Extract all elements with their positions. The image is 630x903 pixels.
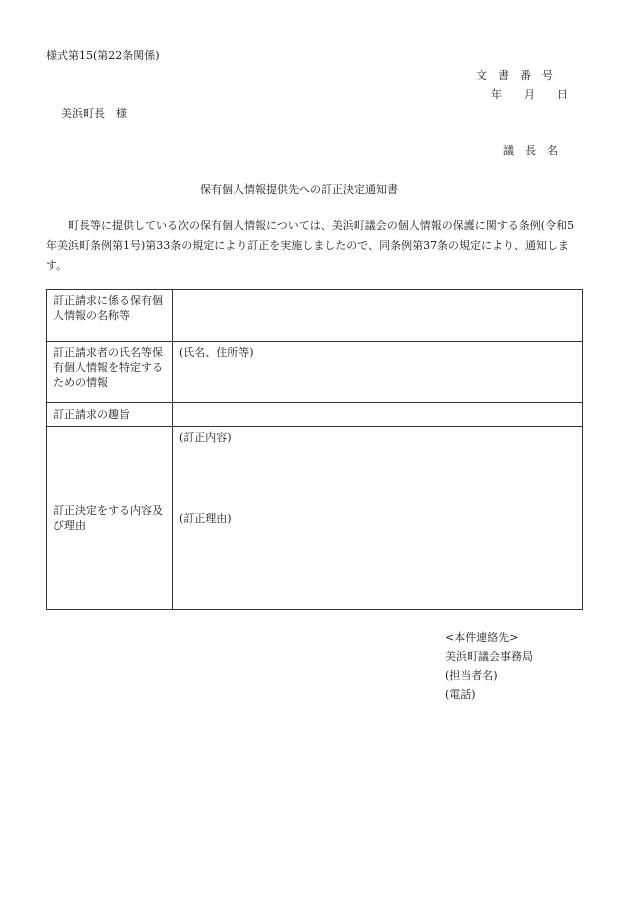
correction-reason-label: (訂正理由) [179, 512, 232, 525]
form-number: 様式第15(第22条関係) [46, 49, 160, 62]
decision-table [46, 289, 583, 610]
row-label: 訂正請求の趣旨 [47, 403, 173, 427]
row-value[interactable] [173, 290, 583, 342]
addressee: 美浜町長 様 [61, 107, 127, 120]
contact-office: 美浜町議会事務局 [445, 650, 533, 663]
table-row [47, 290, 583, 342]
sender-name: 議 長 名 [503, 144, 558, 157]
table-row [47, 427, 583, 610]
document-title: 保有個人情報提供先への訂正決定通知書 [200, 183, 398, 196]
document-number-label: 文 書 番 号 [476, 69, 553, 82]
contact-block [445, 628, 533, 704]
row-label: 訂正決定をする内容及び理由 [47, 427, 173, 610]
row-value[interactable]: (氏名、住所等) [173, 342, 583, 403]
contact-heading: <本件連絡先> [445, 631, 519, 644]
table-row [47, 403, 583, 427]
table-row [47, 342, 583, 403]
row-value[interactable] [173, 403, 583, 427]
date-label: 年 月 日 [491, 88, 568, 101]
row-label: 訂正請求に係る保有個人情報の名称等 [47, 290, 173, 342]
correction-content-label: (訂正内容) [179, 431, 232, 444]
body-paragraph: 町長等に提供している次の保有個人情報については、美浜町議会の個人情報の保護に関する条例(令和5年美浜町条例第1号)第33条の規定により訂正を実施しましたので、同条例第37条の規定により、通知します。 [46, 219, 575, 272]
body-text [46, 216, 583, 276]
contact-phone: (電話) [445, 688, 476, 701]
row-label: 訂正請求者の氏名等保有個人情報を特定するための情報 [47, 342, 173, 403]
contact-person: (担当者名) [445, 669, 498, 682]
row-value[interactable] [173, 427, 583, 610]
